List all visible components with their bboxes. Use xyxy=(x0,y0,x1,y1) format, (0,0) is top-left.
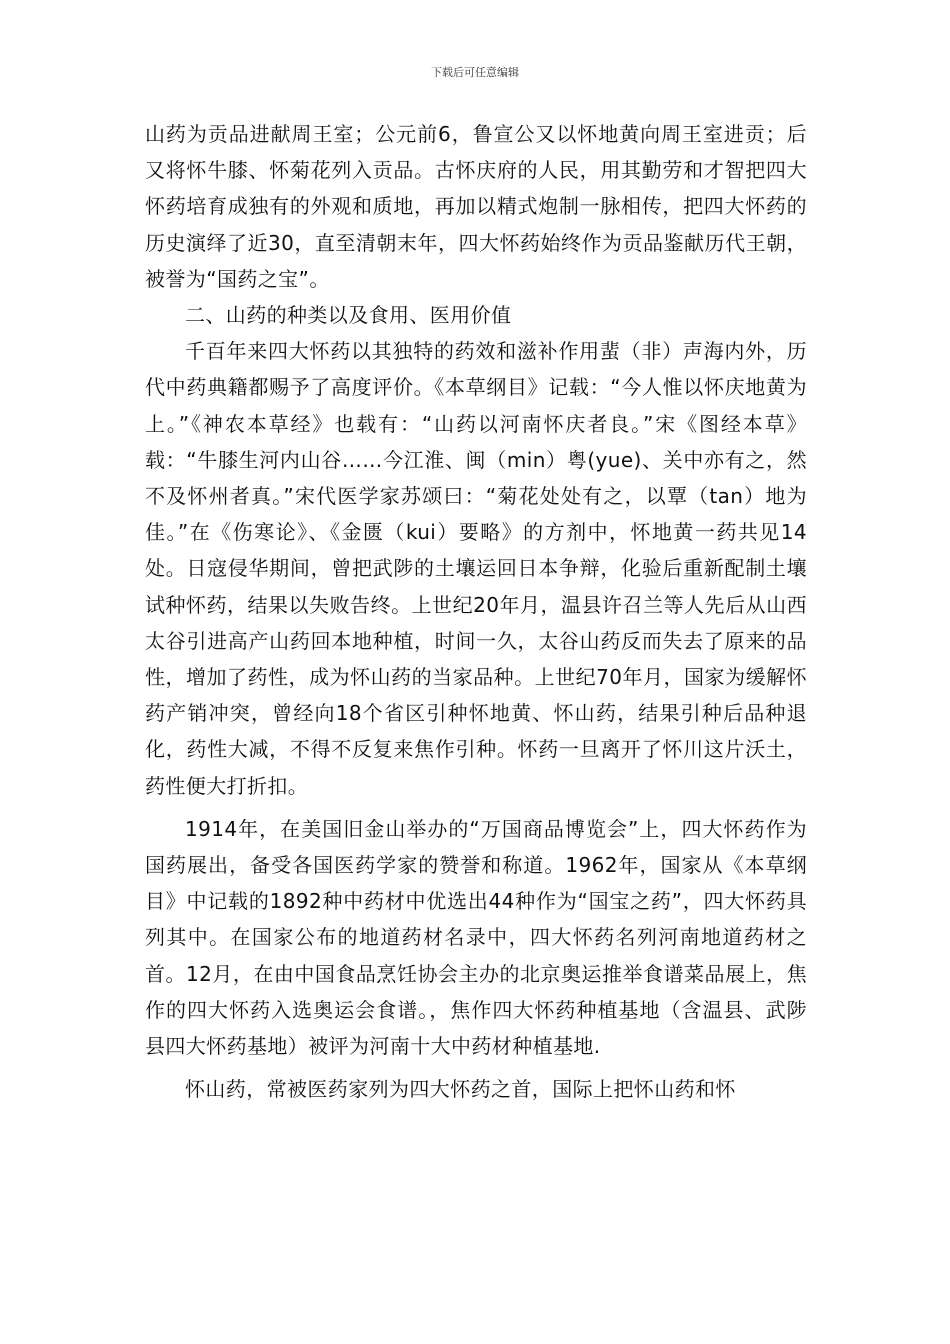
paragraph-huai-yam-intro: 怀山药，常被医药家列为四大怀药之首，国际上把怀山药和怀 xyxy=(185,1077,736,1102)
section-heading-yam-value: 二、山药的种类以及食用、医用价值 xyxy=(185,303,512,328)
page-header: 下载后可任意编辑 xyxy=(431,66,519,79)
paragraph-historical-praise: 千百年来四大怀药以其独特的药效和滋补作用蜚（非）声海内外，历代中药典籍都赐予了高度评价。《本草纲目》记载：“今人惟以怀庆地黄为上。”《神农本草经》也载有：“山药以河南怀庆者良。”宋《图经本草》载：“牛膝生河内山谷……今江淮、闽（min）粤(yue)、关中亦有之，然不及怀州者真。”宋代医学家苏颂曰：“菊花处处有之，以覃（tan）地为佳。”在《伤寒论》、《金匮（kui）要略》的方剂中，怀地黄一药共见14处。日寇侵华期间，曾把武陟的土壤运回日本争辩，化验后重新配制土壤试种怀药，结果以失败告终。上世纪20年月，温县许召兰等人先后从山西太谷引进高产山药回本地种植，时间一久，太谷山药反而失去了原来的品性，增加了药性，成为怀山药的当家品种。上世纪70年月，国家为缓解怀药产销冲突，曾经向18个省区引种怀地黄、怀山药，结果引种后品种退化，药性大减，不得不反复来焦作引种。怀药一旦离开了怀川这片沃土，药性便大打折扣。 xyxy=(145,339,807,798)
paragraph-expo-and-recognition: 1914年，在美国旧金山举办的“万国商品博览会”上，四大怀药作为国药展出，备受各国医药学家的赞誉和称道。1962年，国家从《本草纲目》中记载的1892种中药材中优选出44种作为“国宝之药”，四大怀药具列其中。在国家公布的地道药材名录中，四大怀药名列河南地道药材之首。12月，在由中国食品烹饪协会主办的北京奥运推举食谱菜品展上，焦作的四大怀药入选奥运会食谱。，焦作四大怀药种植基地（含温县、武陟县四大怀药基地）被评为河南十大中药材种植基地. xyxy=(145,816,807,1059)
paragraph-tribute-history: 山药为贡品进献周王室；公元前6，鲁宣公又以怀地黄向周王室进贡；后又将怀牛膝、怀菊花列入贡品。古怀庆府的人民，用其勤劳和才智把四大怀药培育成独有的外观和质地，再加以精式炮制一脉相传，把四大怀药的历史演绎了近30，直至清朝末年，四大怀药始终作为贡品鉴献历代王朝，被誉为“国药之宝”。 xyxy=(145,122,807,291)
document-body xyxy=(145,116,807,1107)
